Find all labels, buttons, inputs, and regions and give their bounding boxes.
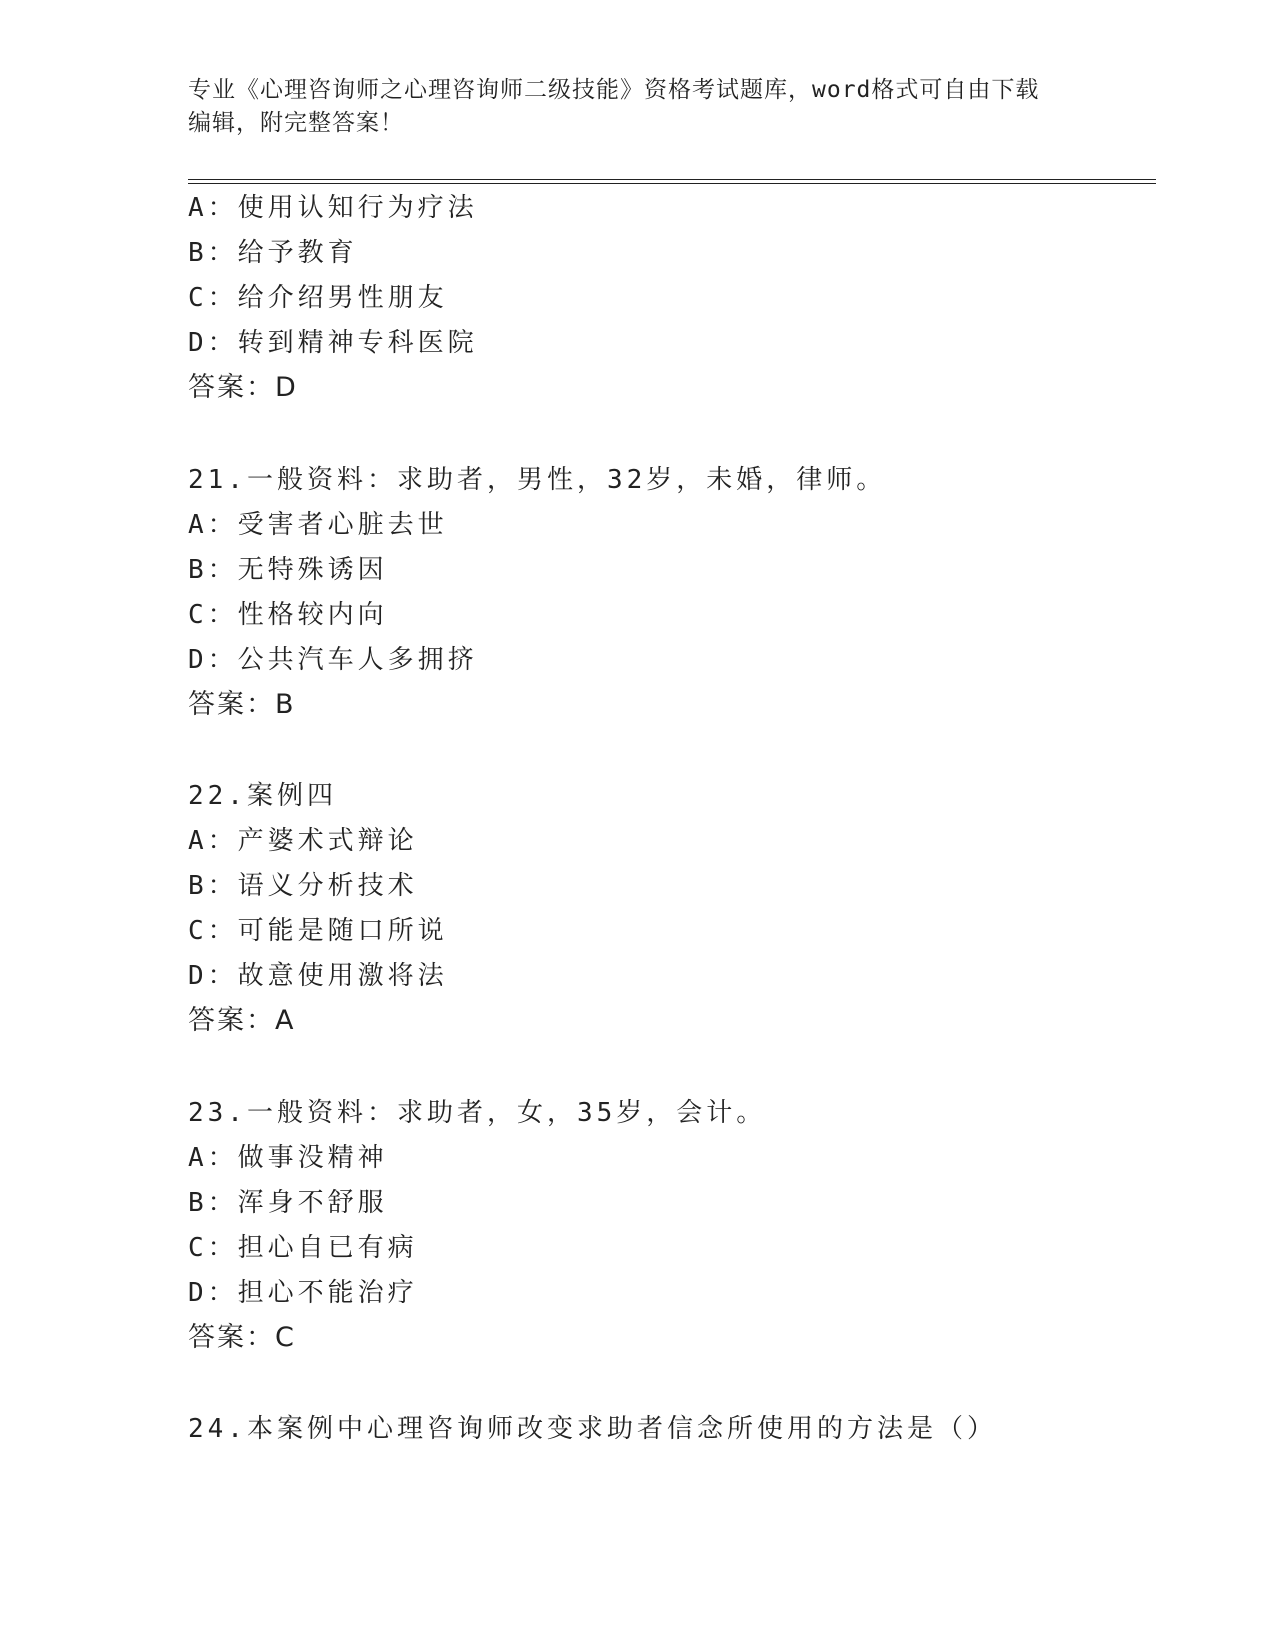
option-d: D：转到精神专科医院 <box>188 328 478 358</box>
option-b: B：无特殊诱因 <box>188 555 388 585</box>
answer-line: 答案：D <box>188 372 298 403</box>
option-a: A：受害者心脏去世 <box>188 510 448 540</box>
option-a: A：做事没精神 <box>188 1143 388 1173</box>
answer-line: 答案：A <box>188 1005 296 1036</box>
option-c: C：给介绍男性朋友 <box>188 283 448 313</box>
option-d: D：故意使用激将法 <box>188 961 448 991</box>
option-b: B：语义分析技术 <box>188 871 418 901</box>
option-a: A：使用认知行为疗法 <box>188 193 478 223</box>
option-c: C：性格较内向 <box>188 600 388 630</box>
option-b: B：给予教育 <box>188 238 358 268</box>
option-c: C：担心自已有病 <box>188 1233 418 1263</box>
option-d: D：公共汽车人多拥挤 <box>188 645 478 675</box>
header-line-1: 专业《心理咨询师之心理咨询师二级技能》资格考试题库，word格式可自由下载 <box>188 77 1040 103</box>
question-22: 22.案例四 <box>188 781 337 811</box>
header-divider-bottom <box>188 183 1156 184</box>
answer-line: 答案：C <box>188 1322 296 1353</box>
header-divider-top <box>188 179 1156 180</box>
answer-line: 答案：B <box>188 689 296 720</box>
question-21: 21.一般资料：求助者，男性，32岁，未婚，律师。 <box>188 465 887 495</box>
option-b: B：浑身不舒服 <box>188 1188 388 1218</box>
option-c: C：可能是随口所说 <box>188 916 448 946</box>
option-d: D：担心不能治疗 <box>188 1278 418 1308</box>
header-line-2: 编辑，附完整答案！ <box>188 110 404 136</box>
document-header <box>188 74 1068 140</box>
question-24: 24.本案例中心理咨询师改变求助者信念所使用的方法是（） <box>188 1414 997 1444</box>
option-a: A：产婆术式辩论 <box>188 826 418 856</box>
question-23: 23.一般资料：求助者，女，35岁，会计。 <box>188 1098 767 1128</box>
